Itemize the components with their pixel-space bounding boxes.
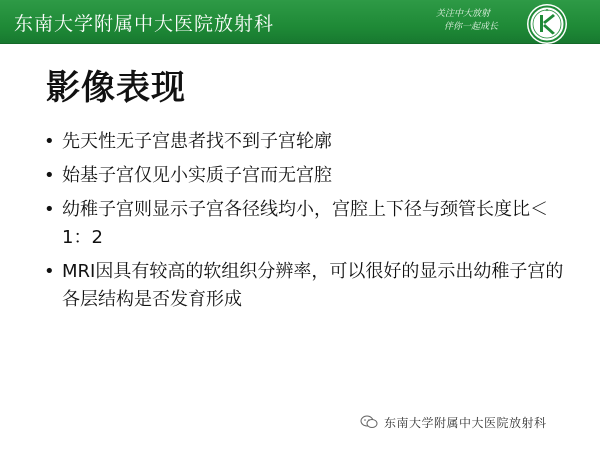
- bullet-list: [44, 128, 564, 320]
- hospital-logo: [526, 3, 568, 45]
- bullet-text: 始基子宫仅见小实质子宫而无宫腔: [62, 165, 332, 186]
- bullet-item: [44, 258, 564, 314]
- header-title: 东南大学附属中大医院放射科: [14, 13, 275, 35]
- bullet-item: [44, 162, 564, 190]
- watermark-text: 东南大学附属中大医院放射科: [384, 415, 547, 430]
- slide-title: 影像表现: [46, 68, 186, 108]
- wechat-icon: [360, 415, 378, 429]
- bullet-dot-icon: •: [44, 131, 55, 152]
- slogan-line-2: 伴你一起成长: [444, 22, 499, 32]
- bullet-text: 先天性无子宫患者找不到子宫轮廓: [62, 131, 332, 152]
- bullet-dot-icon: •: [44, 199, 55, 220]
- bullet-dot-icon: •: [44, 261, 55, 282]
- bullet-text: 幼稚子宫则显示子宫各径线均小，宫腔上下径与颈管长度比＜1：2: [62, 199, 548, 248]
- bullet-text: MRI因具有较高的软组织分辨率，可以很好的显示出幼稚子宫的各层结构是否发育形成: [62, 261, 564, 310]
- bullet-item: [44, 196, 564, 252]
- bullet-dot-icon: •: [44, 165, 55, 186]
- slogan: [436, 8, 514, 34]
- slogan-line-1: 关注中大放射: [436, 9, 491, 19]
- header-bar: [0, 0, 600, 44]
- watermark: [360, 413, 547, 431]
- bullet-item: [44, 128, 564, 156]
